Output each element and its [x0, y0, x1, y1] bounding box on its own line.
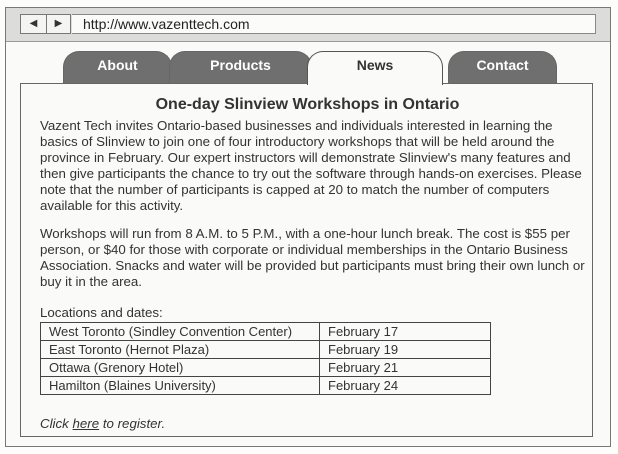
nav-buttons	[20, 14, 71, 34]
register-suffix: to register.	[99, 416, 166, 431]
browser-window	[5, 7, 611, 447]
tab-about[interactable]: About	[63, 51, 172, 83]
address-bar	[6, 8, 610, 42]
table-row	[41, 323, 491, 341]
register-link[interactable]: here	[72, 416, 100, 431]
location-cell: East Toronto (Hernot Plaza)	[41, 341, 320, 359]
location-cell: West Toronto (Sindley Convention Center)	[41, 323, 320, 341]
location-cell: Ottawa (Grenory Hotel)	[41, 359, 320, 377]
url-field[interactable]: http://www.vazenttech.com	[72, 14, 596, 34]
article-paragraph-1: Vazent Tech invites Ontario-based businesses and individuals interested in learning the basics of Slinview to join one of four introductory workshops that will be held around the province in February. Our expert instructors will demonstrate Slinview's many features and then give participants the chance to try out the software through hands-on exercises. Please note that the number of participants is capped at 20 to match the number of computers available for this activity.	[40, 118, 582, 213]
register-prefix: Click	[40, 416, 73, 431]
table-row	[41, 341, 491, 359]
date-cell: February 21	[320, 359, 491, 377]
date-cell: February 24	[320, 377, 491, 395]
date-cell: February 19	[320, 341, 491, 359]
tab-news[interactable]: News	[307, 51, 443, 85]
back-arrow-icon[interactable]: ◀	[21, 15, 47, 33]
article-title: One-day Slinview Workshops in Ontario	[155, 96, 460, 113]
article-paragraph-2: Workshops will run from 8 A.M. to 5 P.M., with a one-hour lunch break. The cost is $55 per person, or $40 for those with corporate or individual memberships in the Ontario Business Association. Snacks and water will be provided but participants must bring their own lunch or buy it in the area.	[40, 226, 585, 289]
locations-label: Locations and dates:	[40, 305, 163, 320]
tab-products[interactable]: Products	[169, 51, 312, 83]
date-cell: February 17	[320, 323, 491, 341]
forward-arrow-icon[interactable]: ▶	[54, 18, 63, 29]
location-cell: Hamilton (Blaines University)	[41, 377, 320, 395]
table-row	[41, 359, 491, 377]
table-row	[41, 377, 491, 395]
locations-table	[40, 322, 491, 395]
register-prompt	[40, 416, 165, 431]
news-content-panel	[20, 83, 593, 437]
tab-contact[interactable]: Contact	[448, 51, 557, 83]
